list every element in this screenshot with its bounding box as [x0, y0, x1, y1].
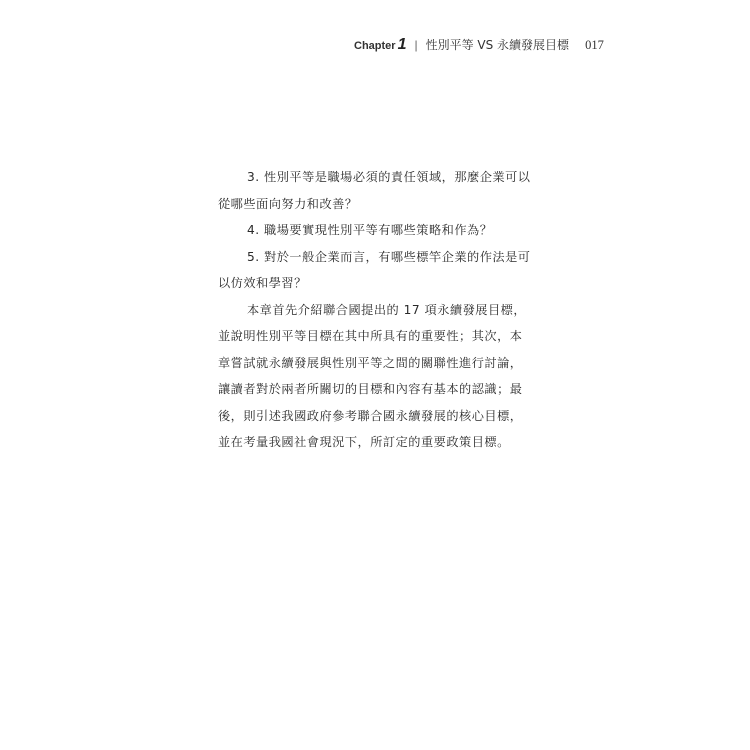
header-separator: | — [414, 38, 418, 52]
chapter-label: Chapter — [354, 40, 396, 52]
question-3 — [218, 164, 580, 217]
running-header — [354, 36, 614, 56]
page-number: 017 — [585, 38, 604, 52]
text-line: 並說明性別平等目標在其中所具有的重要性；其次，本 — [218, 329, 523, 343]
text-line: 章嘗試就永續發展與性別平等之間的關聯性進行討論， — [218, 355, 523, 370]
text-line: 本章首先介紹聯合國提出的 17 項永續發展目標， — [247, 302, 527, 317]
text-line: 5. 對於一般企業而言，有哪些標竿企業的作法是可 — [247, 249, 531, 264]
chapter-intro-paragraph — [218, 297, 580, 456]
text-line: 讓讀者對於兩者所關切的目標和內容有基本的認識；最 — [218, 382, 523, 396]
chapter-number: 1 — [397, 36, 407, 53]
question-4 — [218, 217, 580, 244]
chapter-title: 性別平等 VS 永續發展目標 — [425, 38, 570, 52]
text-line: 後，則引述我國政府參考聯合國永續發展的核心目標， — [218, 408, 523, 423]
text-line: 並在考量我國社會現況下，所訂定的重要政策目標。 — [218, 435, 510, 449]
page-body — [218, 164, 580, 456]
question-5 — [218, 244, 580, 297]
text-line: 3. 性別平等是職場必須的責任領域，那麼企業可以 — [247, 170, 531, 184]
text-line: 以仿效和學習？ — [218, 276, 307, 290]
text-line: 從哪些面向努力和改善？ — [218, 196, 358, 211]
text-line: 4. 職場要實現性別平等有哪些策略和作為？ — [247, 223, 493, 237]
